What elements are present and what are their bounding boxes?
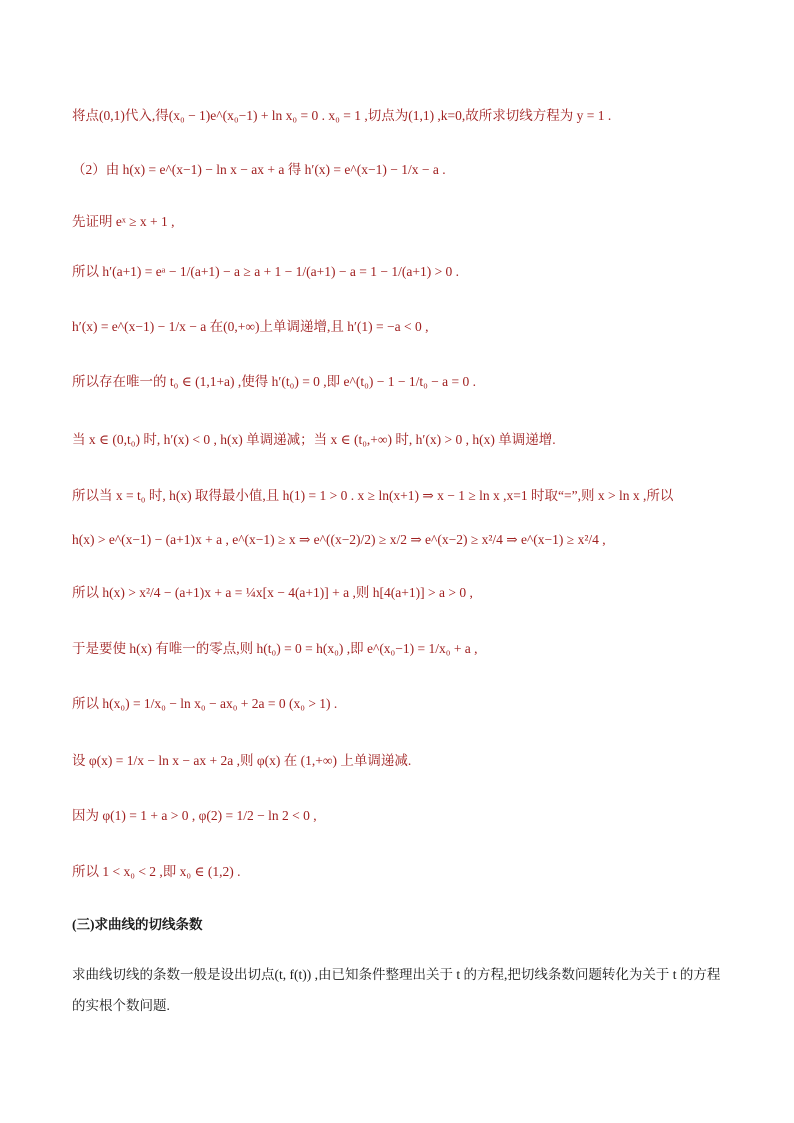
text-line: 所以存在唯一的 t₀ ∈ (1,1+a) ,使得 h′(t₀) = 0 ,即 e^(t₀) − 1 − 1/t₀ − a = 0 .	[72, 374, 476, 389]
text-line: 所以 1 < x₀ < 2 ,即 x₀ ∈ (1,2) .	[72, 864, 241, 879]
text-line: 于是要使 h(x) 有唯一的零点,则 h(t₀) = 0 = h(x₀) ,即 e^(x₀−1) = 1/x₀ + a ,	[72, 641, 478, 656]
text-line: 设 φ(x) = 1/x − ln x − ax + 2a ,则 φ(x) 在 (1,+∞) 上单调递减.	[72, 753, 412, 768]
text-line: （2）由 h(x) = e^(x−1) − ln x − ax + a 得 h′(x) = e^(x−1) − 1/x − a .	[72, 162, 446, 177]
body-paragraph: 求曲线切线的条数一般是设出切点(t, f(t)) ,由已知条件整理出关于 t 的方程,把切线条数问题转化为关于 t 的方程的实根个数问题.	[72, 967, 721, 1013]
text-line: 先证明 eˣ ≥ x + 1 ,	[72, 214, 175, 229]
text-line: 因为 φ(1) = 1 + a > 0 , φ(2) = 1/2 − ln 2 < 0 ,	[72, 808, 317, 823]
text-line: 将点(0,1)代入,得(x₀ − 1)e^(x₀−1) + ln x₀ = 0 . x₀ = 1 ,切点为(1,1) ,k=0,故所求切线方程为 y = 1 .	[72, 108, 612, 123]
text-line: h′(x) = e^(x−1) − 1/x − a 在(0,+∞)上单调递增,且 h′(1) = −a < 0 ,	[72, 319, 429, 334]
text-line: 所以 h(x) > x²/4 − (a+1)x + a = ¼x[x − 4(a+1)] + a ,则 h[4(a+1)] > a > 0 ,	[72, 585, 473, 600]
text-line: 当 x ∈ (0,t₀) 时, h′(x) < 0 , h(x) 单调递减；当 x ∈ (t₀,+∞) 时, h′(x) > 0 , h(x) 单调递增.	[72, 432, 556, 447]
text-line: 所以 h′(a+1) = eᵃ − 1/(a+1) − a ≥ a + 1 − 1/(a+1) − a = 1 − 1/(a+1) > 0 .	[72, 264, 460, 279]
section-heading: (三)求曲线的切线条数	[72, 917, 203, 932]
text-line: 所以 h(x₀) = 1/x₀ − ln x₀ − ax₀ + 2a = 0 (x₀ > 1) .	[72, 696, 338, 711]
text-line: 所以当 x = t₀ 时, h(x) 取得最小值,且 h(1) = 1 > 0 . x ≥ ln(x+1) ⇒ x − 1 ≥ ln x ,x=1 时取“=”,则 x > ln x ,所以	[72, 488, 674, 503]
text-line: h(x) > e^(x−1) − (a+1)x + a , e^(x−1) ≥ x ⇒ e^((x−2)/2) ≥ x/2 ⇒ e^(x−2) ≥ x²/4 ⇒ e^(x−1) ≥ x²/4 ,	[72, 532, 606, 547]
